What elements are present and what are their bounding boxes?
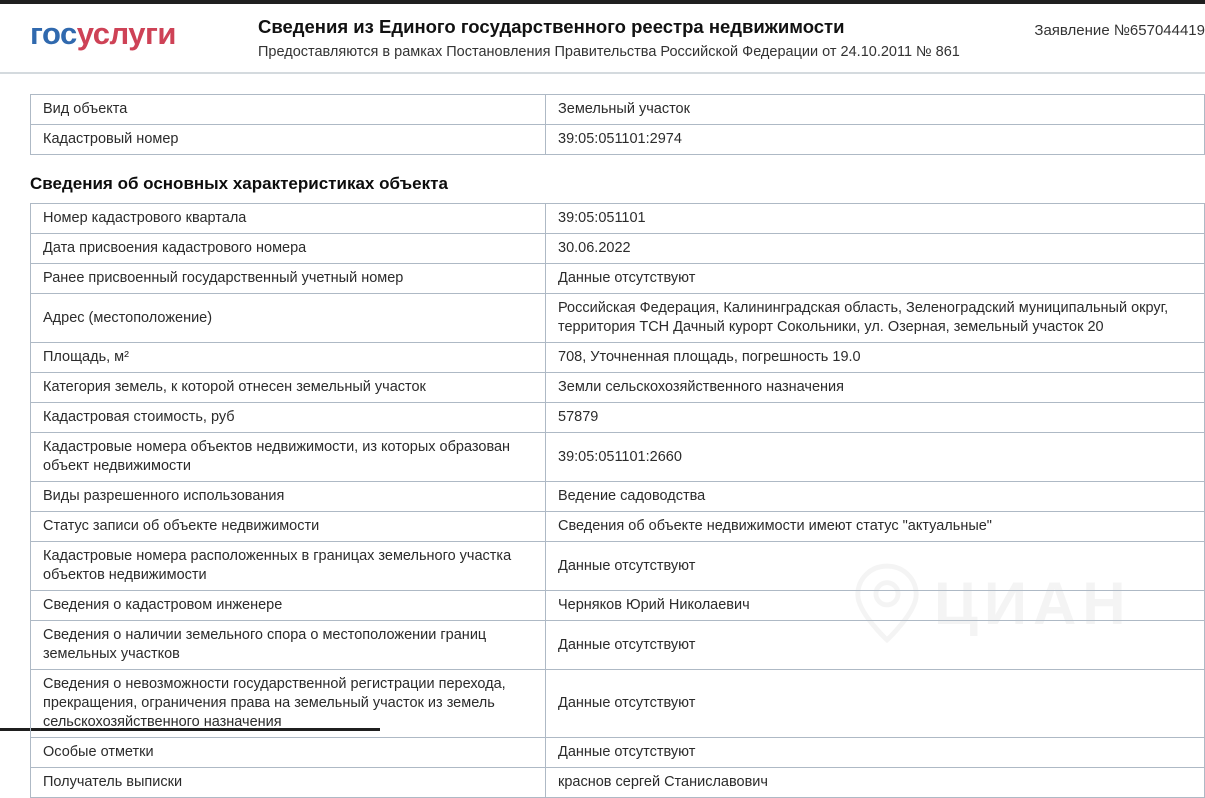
row-label: Получатель выписки <box>31 768 546 798</box>
table-row <box>31 512 1205 542</box>
row-label: Дата присвоения кадастрового номера <box>31 234 546 264</box>
main-characteristics-table <box>30 203 1205 798</box>
row-label: Площадь, м² <box>31 343 546 373</box>
page-subtitle: Предоставляются в рамках Постановления Правительства Российской Федерации от 24.10.2011 № 861 <box>258 44 960 60</box>
row-value: Черняков Юрий Николаевич <box>546 591 1205 621</box>
table-row <box>31 125 1205 155</box>
table-row <box>31 204 1205 234</box>
table-row <box>31 670 1205 738</box>
table-row <box>31 373 1205 403</box>
gosuslugi-logo[interactable] <box>30 16 258 52</box>
row-label: Ранее присвоенный государственный учетный номер <box>31 264 546 294</box>
row-label: Категория земель, к которой отнесен земельный участок <box>31 373 546 403</box>
table-row <box>31 234 1205 264</box>
row-value: Данные отсутствуют <box>546 738 1205 768</box>
table-row <box>31 591 1205 621</box>
row-value: Земли сельскохозяйственного назначения <box>546 373 1205 403</box>
row-value: Данные отсутствуют <box>546 670 1205 738</box>
table-row <box>31 738 1205 768</box>
table-row <box>31 433 1205 482</box>
document-header <box>0 4 1205 63</box>
row-value: 57879 <box>546 403 1205 433</box>
page-title: Сведения из Единого государственного реестра недвижимости <box>258 16 845 37</box>
watermark-text: ЦИАН <box>934 569 1132 637</box>
object-info-table <box>30 94 1205 155</box>
row-value: краснов сергей Станиславович <box>546 768 1205 798</box>
row-value: Земельный участок <box>546 95 1205 125</box>
header-title-block <box>258 14 1034 61</box>
row-label: Кадастровая стоимость, руб <box>31 403 546 433</box>
table-row <box>31 621 1205 670</box>
table-row <box>31 95 1205 125</box>
table-row <box>31 542 1205 591</box>
table-row <box>31 343 1205 373</box>
row-value: Российская Федерация, Калининградская область, Зеленоградский муниципальный округ, территория ТСН Дачный курорт Сокольники, ул. Озерная, земельный участок 20 <box>546 294 1205 343</box>
row-value: 39:05:051101:2974 <box>546 125 1205 155</box>
row-label: Кадастровые номера объектов недвижимости, из которых образован объект недвижимости <box>31 433 546 482</box>
row-value: 39:05:051101 <box>546 204 1205 234</box>
row-value: Сведения об объекте недвижимости имеют статус "актуальные" <box>546 512 1205 542</box>
row-label: Сведения о кадастровом инженере <box>31 591 546 621</box>
table-row <box>31 482 1205 512</box>
row-label: Вид объекта <box>31 95 546 125</box>
table-row <box>31 264 1205 294</box>
row-value: Данные отсутствуют <box>546 264 1205 294</box>
table-row <box>31 403 1205 433</box>
row-label: Адрес (местоположение) <box>31 294 546 343</box>
row-label: Номер кадастрового квартала <box>31 204 546 234</box>
logo-text-uslugi: услуги <box>76 16 176 51</box>
row-label: Кадастровые номера расположенных в границах земельного участка объектов недвижимости <box>31 542 546 591</box>
header-divider <box>0 72 1205 74</box>
table-row <box>31 294 1205 343</box>
row-value: Данные отсутствуют <box>546 542 1205 591</box>
row-value: 39:05:051101:2660 <box>546 433 1205 482</box>
table-row <box>31 768 1205 798</box>
row-label: Статус записи об объекте недвижимости <box>31 512 546 542</box>
section-title: Сведения об основных характеристиках объекта <box>30 174 448 193</box>
row-value: Данные отсутствуют <box>546 621 1205 670</box>
application-number: Заявление №657044419 <box>1034 22 1205 39</box>
row-label: Сведения о невозможности государственной регистрации перехода, прекращения, ограничения права на земельный участок из земель сельскохозяйственного назначения <box>31 670 546 738</box>
row-value: 30.06.2022 <box>546 234 1205 264</box>
row-value: Ведение садоводства <box>546 482 1205 512</box>
row-label: Особые отметки <box>31 738 546 768</box>
document-body <box>0 94 1205 798</box>
row-value: 708, Уточненная площадь, погрешность 19.0 <box>546 343 1205 373</box>
row-label: Виды разрешенного использования <box>31 482 546 512</box>
row-label: Сведения о наличии земельного спора о местоположении границ земельных участков <box>31 621 546 670</box>
logo-text-gos: гос <box>30 16 77 51</box>
row-label: Кадастровый номер <box>31 125 546 155</box>
